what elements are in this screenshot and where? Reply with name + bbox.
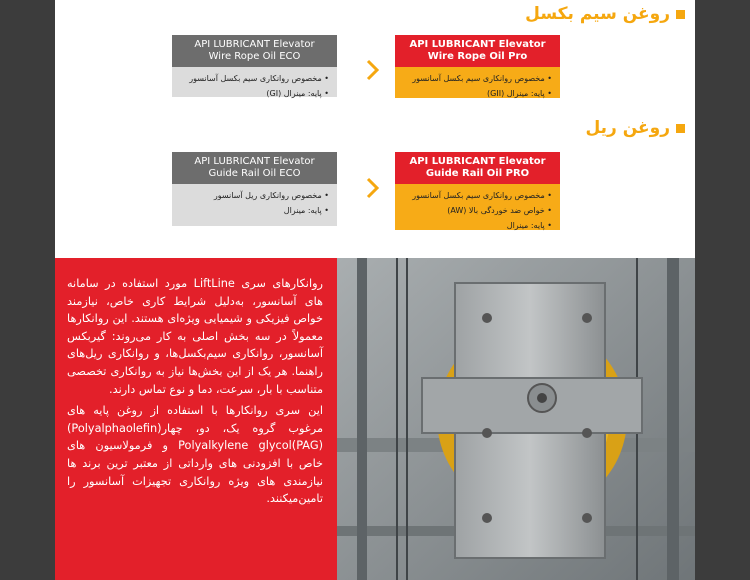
guide-rail-eco-body: [172, 184, 337, 226]
orange-square-icon: [676, 10, 685, 19]
wire-rope-pro-card: [395, 35, 560, 98]
guide-rail-pro-bullet-2: • خواص ضد خوردگی بالا (AW): [403, 203, 552, 218]
chevron-right-icon: [365, 176, 381, 200]
orange-square-icon: [676, 124, 685, 133]
wire-rope-eco-bullet-1: • مخصوص روانکاری سیم بکسل آسانسور: [180, 71, 329, 86]
guide-rail-pro-bullet-1: • مخصوص روانکاری سیم بکسل آسانسور: [403, 188, 552, 203]
wire-rope-pro-body: [395, 67, 560, 98]
guide-rail-pro-bullet-3: • پایه: مینرال: [403, 218, 552, 233]
catalog-page: [55, 0, 695, 580]
description-paragraph-1: روانکارهای سری LiftLine مورد استفاده در سامانه های آسانسور، به‌دلیل شرایط کاری خاص، نیازمند خواص فیزیکی و شیمیایی ویژه‌ای هستند. این روانکارها معمولاً در سه بخش اصلی به کار می‌روند: گیربکس آسانسور، روانکاری سیم‌بکسل‌ها، و روانکاری ریل‌های راهنما. هر یک از این بخش‌ها نیاز به روانکاری تخصصی متناسب با بار، سرعت، دما و نوع تماس دارند.: [67, 277, 323, 396]
wire-rope-pro-bullet-2: • پایه: مینرال (GII): [403, 86, 552, 101]
guide-rail-eco-header: [172, 152, 337, 184]
wire-rope-eco-body: [172, 67, 337, 97]
guide-rail-pro-card: [395, 152, 560, 230]
description-panel: [55, 258, 337, 580]
wire-rope-section-title: [525, 4, 685, 24]
wire-rope-eco-header: [172, 35, 337, 67]
guide-rail-eco-bullet-2: • پایه: مینرال: [180, 203, 329, 218]
wire-rope-pro-header: API LUBRICANT Elevator Wire Rope Oil Pro: [395, 35, 560, 67]
description-paragraph-2: این سری روانکارها با استفاده از روغن پایه های مرغوب گروه یک، دو، چهار(Polyalphaolefin) (PAG)Polyalkylene glycol و فرمولاسیون های خاص با افزودنی های وارداتی از معتبر ترین برند ها نیازمندی های ویژه روانکاری تجهیزات آسانسور را تامین‌میکنند.: [67, 404, 323, 506]
guide-rail-pro-header: API LUBRICANT Elevator Guide Rail Oil PRO: [395, 152, 560, 184]
elevator-sheave-photo: [337, 258, 695, 580]
wire-rope-eco-bullet-2: • پایه: مینرال (GI): [180, 86, 329, 101]
wire-rope-eco-name-line1: API LUBRICANT Elevator: [194, 39, 315, 50]
guide-rail-eco-name-line2: Guide Rail Oil ECO: [208, 168, 301, 179]
wire-rope-eco-name-line2: Wire Rope Oil ECO: [208, 51, 301, 62]
guide-rail-section-title: [585, 118, 685, 138]
guide-rail-eco-card: [172, 152, 337, 226]
guide-rail-eco-bullet-1: • مخصوص روانکاری ریل آسانسور: [180, 188, 329, 203]
guide-rail-eco-name-line1: API LUBRICANT Elevator: [194, 156, 315, 167]
wire-rope-pro-bullet-1: • مخصوص روانکاری سیم بکسل آسانسور: [403, 71, 552, 86]
guide-rail-title-text: روغن ریل: [585, 118, 670, 138]
guide-rail-pro-body: [395, 184, 560, 230]
elevator-sheave-illustration: [337, 258, 695, 580]
wire-rope-title-text: روغن سیم بکسل: [525, 4, 670, 24]
wire-rope-eco-card: [172, 35, 337, 97]
chevron-right-icon: [365, 58, 381, 82]
